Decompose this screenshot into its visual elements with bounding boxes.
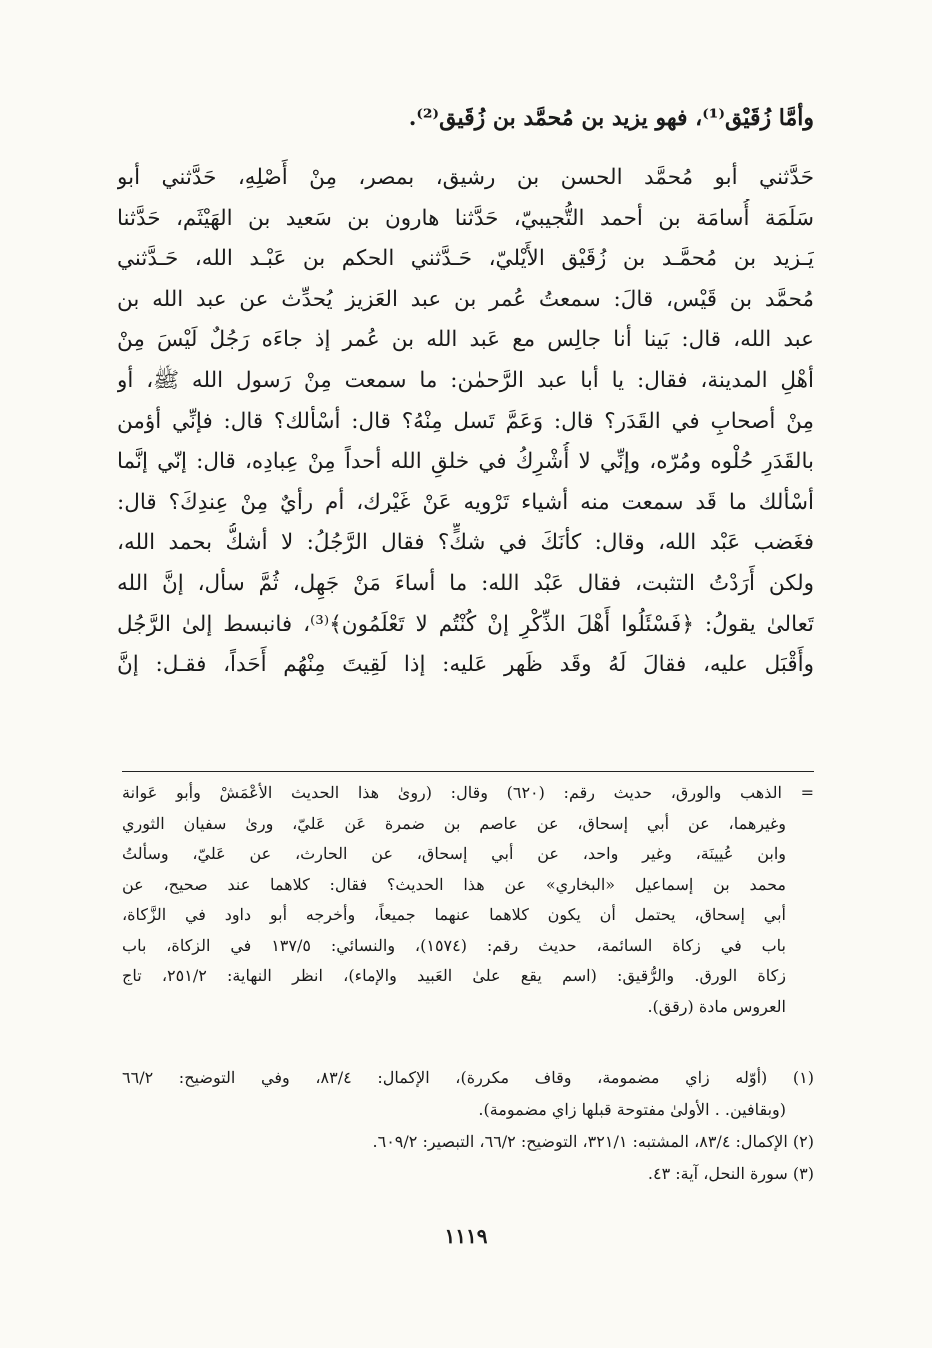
body-line: مِنْ أصحابِ في القَدَر؟ قال: وَعَمَّ تَسل مِنْهُ؟ قال: أسْألك؟ قال: فإنِّي أؤمن	[117, 408, 814, 434]
note-line: = الذهب والورق، حديث رقم: (٦٢٠) وقال: (روىٰ هذا الحديث الأعْمَشْ وأبو عَوانة	[122, 783, 814, 802]
note-line: العروس مادة (رقق).	[647, 996, 786, 1016]
note-line: محمد بن إسماعيل «البخاري» عن هذا الحديث؟ فقال: كلاهما عند صحيح، عن	[122, 874, 786, 894]
footnote-3: (٣) سورة النحل، آية: ٤٣.	[647, 1164, 814, 1183]
body-line: مُحمَّد بن قَيْس، قالَ: سمعتُ عُمر بن عبد العَزيز يُحدِّث عن عبد الله بن	[117, 286, 814, 312]
body-line: حَدَّثني أبو مُحمَّد الحسن بن رشيق، بمصر، مِنْ أَصْلِهِ، حَدَّثني أبو	[117, 165, 814, 190]
body-line: أهْلِ المدينة، فقال: يا أبا عبد الرَّحمٰن: ما سمعت مِنْ رَسول الله ﷺ، أو	[117, 367, 814, 393]
note-line: باب في زكاة السائمة، حديث رقم: (١٥٧٤)، والنسائي: ١٣٧/٥ في الزكاة، باب	[122, 935, 786, 955]
footnotes	[122, 1062, 814, 1190]
footnote-1-line: (وبقافين. . الأولىٰ مفتوحة قبلها زاي مضمومة).	[478, 1100, 786, 1119]
body-line: ولكن أَرَدْتُ التثبت، فقال عَبْد الله: ما أساءَ مَنْ جَهِل، ثُمَّ سأل، إنَّ الله	[117, 570, 814, 596]
heading-line: وأمَّا زُقَيْق⁽¹⁾، فهو يزيد بن مُحمَّد بن زُقَيق⁽²⁾.	[408, 105, 814, 131]
body-line: سَلَمَة أُسامَة بن أحمد التُّجيبيّ، حَدَّثنا هارون بن سَعيد بن الهَيْثَم، حَدَّثنا	[117, 205, 814, 231]
main-text	[117, 158, 814, 686]
footnote-2: (٢) الإكمال: ٨٣/٤، المشتبه: ٣٢١/١، التوضيح: ٦٦/٢، التبصير: ٦٠٩/٢.	[372, 1132, 814, 1151]
note-line: زكاة الورق. والرُّقيق: (اسم يقع علىٰ العَبيد والإماء)، انظر النهاية: ٢٥١/٢، تاج	[122, 966, 786, 985]
body-line: يَـزيد بن مُحمَّـد بن زُقَيْق الأَيْليّ، حَـدَّثني الحكم بن عَبْـد الله، حَـدَّثني	[117, 246, 814, 272]
note-line: وابن عُيينَة، وغير واحد، عن أبي إسحاق، عن الحارث، عن عَليّ، وسألتُ	[122, 844, 786, 863]
footnote-1-line: (١) (أوّله زاي مضمومة، وقاف مكررة)، الإكمال: ٨٣/٤، وفي التوضيح: ٦٦/٢	[122, 1068, 814, 1087]
body-line: فغَضب عَبْد الله، وقال: كأنَكَ في شكٍّ؟ فقال الرَّجُلُ: لا أشكُّ بحمد الله،	[117, 530, 814, 556]
note-line: أبي إسحاق، يحتمل أن يكون كلاهما عنهما جميعاً، وأخرجه أبو داود في الزَّكاة،	[122, 905, 786, 924]
note-line: وغيرهما، عن أبي إسحاق، عن عاصم بن ضمرة عَن عَليّ، ورىٰ سفيان الثوري	[122, 813, 786, 833]
body-line: تَعالىٰ يقولُ: ﴿فَسْئَلُوا أَهْلَ الذِّكْرِ إنْ كُنْتُم لا تَعْلَمُون﴾⁽³⁾، فانبسط إلىٰ الرَّجُل	[117, 611, 814, 637]
body-line: وأَقْبَل عليه، فقالَ لَهُ وقَد ظَهر عَليه: إذا لَقِيتَ مِنْهُم أَحَداً، فقـل: إنَّ	[117, 652, 814, 678]
body-line: عبد الله، قال: بَينا أنا جالِس مع عَبد الله بن عُمر إذ جاءَه رَجُلٌ لَيْسَ مِنْ	[117, 327, 814, 353]
page-number: ١١١٩	[444, 1224, 488, 1248]
body-line: أسْألك ما قَد سمعت منه أشياء تَرْويه عَنْ غَيْرك، أم رأيٌ مِنْ عِندِكَ؟ قال:	[117, 489, 814, 515]
body-line: بالقَدَرِ حُلْوه ومُرّه، وإنِّي لا أُشْرِكُ في خلقِ الله أحداً مِنْ عِبادِه، قال: إنّي إنَّما	[117, 449, 814, 475]
continued-footnote	[122, 778, 814, 1022]
footnote-divider	[122, 771, 814, 772]
